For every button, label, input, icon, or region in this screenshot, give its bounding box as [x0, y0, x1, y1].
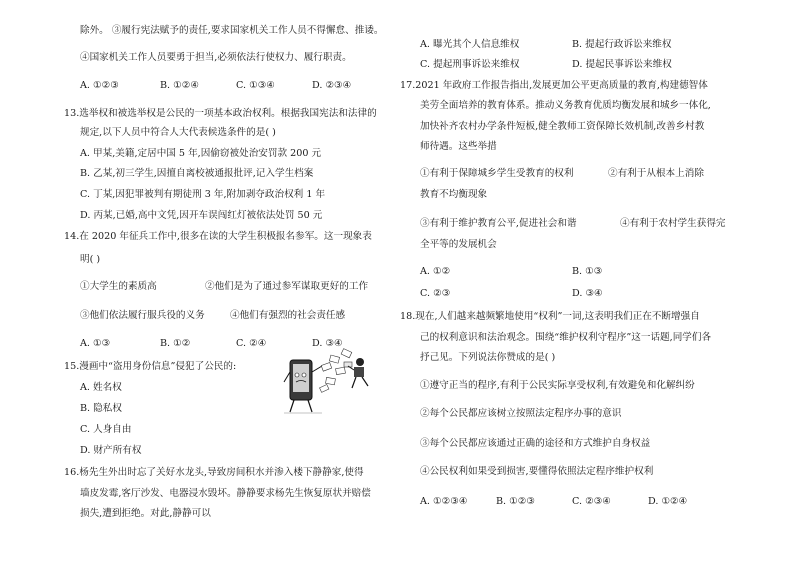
- q18-statement-4: ④公民权利如果受到损害,要懂得依照法定程序维护权利: [420, 466, 654, 477]
- q12-continuation-line: 除外。 ③履行宪法赋予的责任,要求国家机关工作人员不得懈怠、推诿。: [80, 25, 384, 36]
- q12-continuation-line: ④国家机关工作人员要勇于担当,必须依法行使权力、履行职责。: [80, 52, 352, 63]
- q12-option-b: B. ①②④: [160, 80, 199, 91]
- q15-stem: 15.漫画中“盗用身份信息”侵犯了公民的:: [64, 361, 237, 372]
- q17-option-c: C. ②③: [420, 288, 451, 299]
- q17-statement-1: ①有利于保障城乡学生受教育的权利: [420, 168, 574, 179]
- q17-stem: 师待遇。这些举措: [420, 141, 497, 152]
- q13-stem: 规定,以下人员中符合人大代表候选条件的是( ): [80, 127, 276, 138]
- identity-theft-cartoon: [282, 342, 374, 416]
- q13-option-c: C. 丁某,因犯罪被判有期徒刑 3 年,附加剥夺政治权利 1 年: [80, 189, 326, 200]
- q17-option-b: B. ①③: [572, 266, 603, 277]
- q17-option-d: D. ③④: [572, 288, 603, 299]
- q15-option-a: A. 姓名权: [80, 382, 122, 393]
- q14-statement-3: ③他们依法履行服兵役的义务: [80, 310, 205, 321]
- q18-stem: 抒己见。下列说法你赞成的是( ): [420, 352, 556, 363]
- q18-option-d: D. ①②④: [648, 496, 688, 507]
- q18-stem: 己的权利意识和法治观念。围绕“维护权利守程序”这一话题,同学们各: [420, 332, 712, 343]
- q17-stem: 17.2021 年政府工作报告指出,发展更加公平更高质量的教育,构建德智体: [400, 80, 708, 91]
- q17-statement-4: ④有利于农村学生获得完: [620, 218, 726, 229]
- q17-stem: 加快补齐农村办学条件短板,健全教师工资保障长效机制,改善乡村教: [420, 121, 705, 132]
- q16-option-c: C. 提起刑事诉讼来维权: [420, 59, 520, 70]
- q15-option-d: D. 财产所有权: [80, 445, 142, 456]
- q15-option-c: C. 人身自由: [80, 424, 132, 435]
- flying-id-cards: [320, 349, 352, 393]
- q18-statement-1: ①遵守正当的程序,有利于公民实际享受权利,有效避免和化解纠纷: [420, 380, 695, 391]
- q12-option-d: D. ②③④: [312, 80, 352, 91]
- q13-option-b: B. 乙某,初三学生,因擅自离校被通报批评,记入学生档案: [80, 168, 314, 179]
- q16-option-b: B. 提起行政诉讼来维权: [572, 39, 672, 50]
- q15-option-b: B. 隐私权: [80, 403, 122, 414]
- q17-stem: 美劳全面培养的教育体系。推动义务教育优质均衡发展和城乡一体化,: [420, 100, 711, 111]
- q14-statement-1: ①大学生的素质高: [80, 281, 157, 292]
- q17-statement-4-cont: 全平等的发展机会: [420, 239, 497, 250]
- q13-stem: 13.选举权和被选举权是公民的一项基本政治权利。根据我国宪法和法律的: [64, 108, 377, 119]
- q18-statement-3: ③每个公民都应该通过正确的途径和方式维护自身权益: [420, 438, 651, 449]
- q16-option-a: A. 曝光其个人信息维权: [420, 39, 520, 50]
- q13-option-d: D. 丙某,已婚,高中文凭,因开车误闯红灯被依法处罚 50 元: [80, 210, 323, 221]
- q18-statement-2: ②每个公民都应该树立按照法定程序办事的意识: [420, 408, 622, 419]
- q18-option-b: B. ①②③: [496, 496, 535, 507]
- phone-figure: [284, 360, 322, 412]
- q14-statement-2: ②他们是为了通过参军谋取更好的工作: [205, 281, 369, 292]
- q16-stem: 墙皮发霉,客厅沙发、电器浸水毁坏。静静要求杨先生恢复原状并赔偿: [80, 488, 371, 499]
- q14-option-b: B. ①②: [160, 338, 191, 349]
- q14-stem: 明( ): [80, 254, 101, 265]
- q18-stem: 18.现在,人们越来越频繁地使用“权利”一词,这表明我们正在不断增强自: [400, 311, 700, 322]
- q14-stem: 14.在 2020 年征兵工作中,很多在读的大学生积极报名参军。这一现象表: [64, 231, 372, 242]
- q14-option-a: A. ①③: [80, 338, 111, 349]
- q17-statement-2: ②有利于从根本上消除: [608, 168, 704, 179]
- q16-stem: 16.杨先生外出时忘了关好水龙头,导致房间积水并渗入楼下静静家,使得: [64, 467, 364, 478]
- q13-option-a: A. 甲某,美籍,定居中国 5 年,因偷窃被处治安罚款 200 元: [80, 148, 322, 159]
- q17-option-a: A. ①②: [420, 266, 451, 277]
- q12-option-c: C. ①③④: [236, 80, 275, 91]
- q18-option-a: A. ①②③④: [420, 496, 468, 507]
- q17-statement-2-cont: 教育不均衡现象: [420, 189, 488, 200]
- q17-statement-3: ③有利于维护教育公平,促进社会和谐: [420, 218, 577, 229]
- q16-stem: 损失,遭到拒绝。对此,静静可以: [80, 508, 211, 519]
- q14-option-c: C. ②④: [236, 338, 267, 349]
- q14-statement-4: ④他们有强烈的社会责任感: [230, 310, 346, 321]
- q18-option-c: C. ②③④: [572, 496, 611, 507]
- q12-option-a: A. ①②③: [80, 80, 119, 91]
- q14-option-d: D. ③④: [312, 338, 343, 349]
- q16-option-d: D. 提起民事诉讼来维权: [572, 59, 672, 70]
